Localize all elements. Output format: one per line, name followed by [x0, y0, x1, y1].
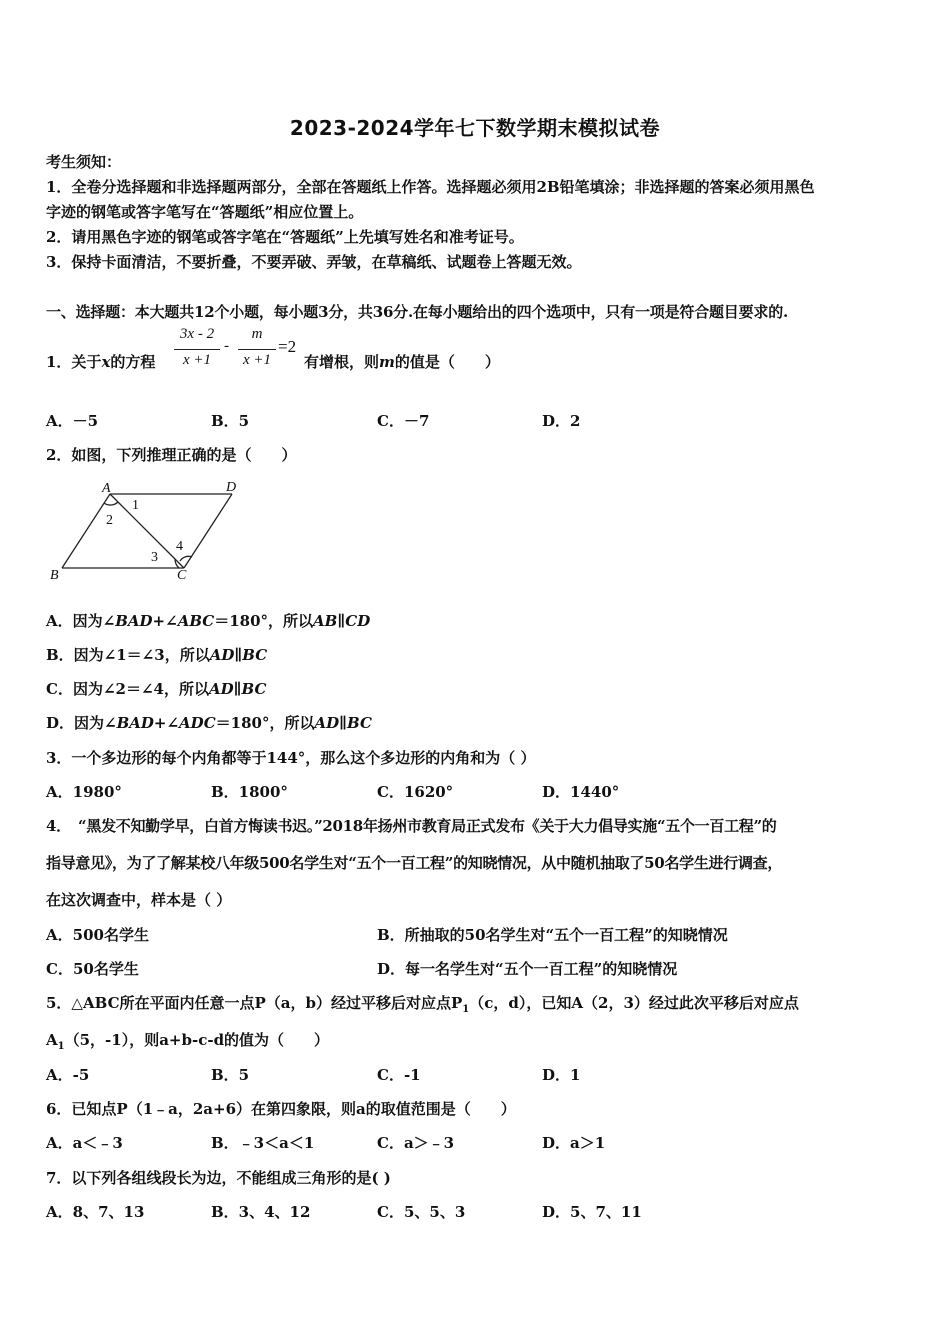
angle-arc-a — [104, 502, 118, 505]
q3-option-a: A．1980° — [46, 783, 122, 801]
q5-subscript-p1: 1 — [462, 1004, 470, 1015]
q1-fraction-bar-1 — [174, 349, 220, 350]
q2-option-d-conclusion: AD∥BC — [314, 714, 372, 732]
q3-option-d: D．1440° — [542, 783, 620, 801]
q4-line-1: 4． “黑发不知勤学早，白首方悔读书迟。”2018年扬州市教育局正式发布《关于大力倡导实施“五个一百工程”的 — [46, 817, 777, 835]
q2-option-c-conclusion: AD∥BC — [208, 680, 267, 698]
q3-stem: 3．一个多边形的每个内角都等于144°，那么这个多边形的内角和为（ ） — [46, 749, 536, 767]
vertex-label-b: B — [50, 568, 59, 583]
q4-option-d: D．每一名学生对“五个一百工程”的知晓情况 — [377, 960, 678, 978]
q1-minus: - — [224, 338, 229, 354]
notice-line-1: 1．全卷分选择题和非选择题两部分，全部在答题纸上作答。选择题必须用2B铅笔填涂；非选择题的答案必须用黑色 — [46, 178, 815, 196]
q6-option-a: A．a＜﹣3 — [46, 1134, 123, 1152]
q5-line-1 — [46, 993, 799, 1020]
q7-option-c: C．5、5、3 — [377, 1203, 466, 1221]
q2-option-c — [46, 679, 266, 699]
q2-option-d-angle2: ADC — [179, 714, 216, 732]
q1-var-x: x — [101, 353, 111, 371]
q1-var-m: m — [379, 353, 395, 371]
q5-subscript-a1: 1 — [57, 1041, 65, 1052]
q2-stem: 2．如图，下列推理正确的是（ ） — [46, 446, 297, 464]
q2-option-c-pre: C．因为∠2＝∠4，所以 — [46, 680, 209, 698]
q2-option-b — [46, 645, 267, 665]
notice-line-4: 3．保持卡面清洁，不要折叠，不要弄破、弄皱，在草稿纸、试题卷上答题无效。 — [46, 253, 582, 271]
q1-fraction-2 — [236, 326, 278, 374]
q2-option-d — [46, 713, 372, 733]
q2-option-b-pre: B．因为∠1＝∠3，所以 — [46, 646, 210, 664]
q1-fraction-1 — [172, 326, 222, 374]
q1-suffix-a: 有增根，则 — [304, 353, 380, 371]
q5-line-2-a: A — [46, 1031, 58, 1049]
angle-label-2: 2 — [106, 513, 113, 528]
segment-ab — [62, 494, 110, 568]
q4-option-c: C．50名学生 — [46, 960, 139, 978]
segment-ac — [110, 494, 184, 568]
q3-option-c: C．1620° — [377, 783, 454, 801]
q2-option-b-conclusion: AD∥BC — [209, 646, 268, 664]
q2-option-d-mid: +∠ — [153, 714, 180, 732]
q1-numerator-2: m — [251, 326, 263, 342]
notice-line-2: 字迹的钢笔或答字笔写在“答题纸”相应位置上。 — [46, 203, 364, 221]
vertex-label-c: C — [177, 568, 187, 583]
q3-option-b: B．1800° — [211, 783, 288, 801]
q2-option-a-mid: +∠ — [152, 612, 178, 630]
q2-option-a-pre: A．因为∠ — [46, 612, 116, 630]
q2-option-d-pre: D．因为∠ — [46, 714, 117, 732]
q5-option-d: D．1 — [542, 1066, 581, 1084]
q1-fraction-bar-2 — [238, 349, 276, 350]
q2-option-d-post: ＝180°，所以 — [215, 714, 315, 732]
angle-label-3: 3 — [151, 550, 158, 565]
q5-line-1-b: （c，d），已知A（2，3）经过此次平移后对应点 — [469, 994, 799, 1012]
q5-line-2 — [46, 1030, 329, 1057]
q6-option-d: D．a＞1 — [542, 1134, 606, 1152]
q4-line-3: 在这次调查中，样本是（ ） — [46, 891, 232, 909]
angle-label-4: 4 — [176, 539, 183, 554]
q6-option-b: B．﹣3＜a＜1 — [211, 1134, 315, 1152]
q1-denominator-2: x +1 — [242, 352, 272, 368]
q1-suffix — [304, 352, 500, 372]
notice-line-3: 2．请用黑色字迹的钢笔或答字笔在“答题纸”上先填写姓名和准考证号。 — [46, 228, 524, 246]
q2-option-d-angle1: BAD — [116, 714, 154, 732]
q5-line-2-b: （5，-1），则a+b-c-d的值为（ ） — [64, 1031, 330, 1049]
q5-line-1-a: 5．△ABC所在平面内任意一点P（a，b）经过平移后对应点P — [46, 994, 463, 1012]
q1-option-c: C．－7 — [377, 412, 430, 430]
q7-option-b: B．3、4、12 — [211, 1203, 311, 1221]
page-title: 2023-2024学年七下数学期末模拟试卷 — [289, 116, 661, 140]
q4-option-a: A．500名学生 — [46, 926, 149, 944]
q5-option-b: B．5 — [211, 1066, 250, 1084]
q1-suffix-b: 的值是（ ） — [394, 353, 500, 371]
q2-option-a-angle2: ABC — [177, 612, 215, 630]
q2-option-a-post: ＝180°，所以 — [214, 612, 314, 630]
q4-line-2: 指导意见》，为了了解某校八年级500名学生对“五个一百工程”的知晓情况，从中随机抽取了50名学生进行调查， — [46, 854, 783, 872]
q1-prefix: 1．关于 — [46, 353, 102, 371]
q5-option-c: C．-1 — [377, 1066, 421, 1084]
q1-numerator-1: 3x - 2 — [179, 326, 215, 342]
q2-option-a — [46, 611, 370, 631]
angle-label-1: 1 — [132, 498, 139, 513]
vertex-label-d: D — [226, 480, 237, 495]
q1-stem — [46, 352, 155, 372]
q6-stem: 6．已知点P（1﹣a，2a+6）在第四象限，则a的取值范围是（ ） — [46, 1100, 516, 1118]
q2-option-a-angle1: BAD — [115, 612, 153, 630]
q2-parallelogram-figure — [44, 476, 254, 586]
vertex-label-a: A — [102, 481, 111, 496]
q1-option-d: D．2 — [542, 412, 581, 430]
q7-option-d: D．5、7、11 — [542, 1203, 642, 1221]
q6-option-c: C．a＞﹣3 — [377, 1134, 455, 1152]
notice-heading: 考生须知： — [46, 153, 122, 171]
q1-option-b: B．5 — [211, 412, 250, 430]
q5-option-a: A．-5 — [46, 1066, 90, 1084]
q4-option-b: B．所抽取的50名学生对“五个一百工程”的知晓情况 — [377, 926, 728, 944]
q2-option-a-conclusion: AB∥CD — [313, 612, 371, 630]
section-heading: 一、选择题：本大题共12个小题，每小题3分，共36分.在每小题给出的四个选项中，只有一项是符合题目要求的. — [46, 303, 789, 321]
q7-option-a: A．8、7、13 — [46, 1203, 145, 1221]
q1-option-a: A．－5 — [46, 412, 99, 430]
q1-denominator-1: x +1 — [182, 352, 212, 368]
q1-equals: =2 — [278, 337, 297, 356]
q1-mid: 的方程 — [110, 353, 156, 371]
q7-stem: 7．以下列各组线段长为边，不能组成三角形的是( ) — [46, 1169, 391, 1187]
